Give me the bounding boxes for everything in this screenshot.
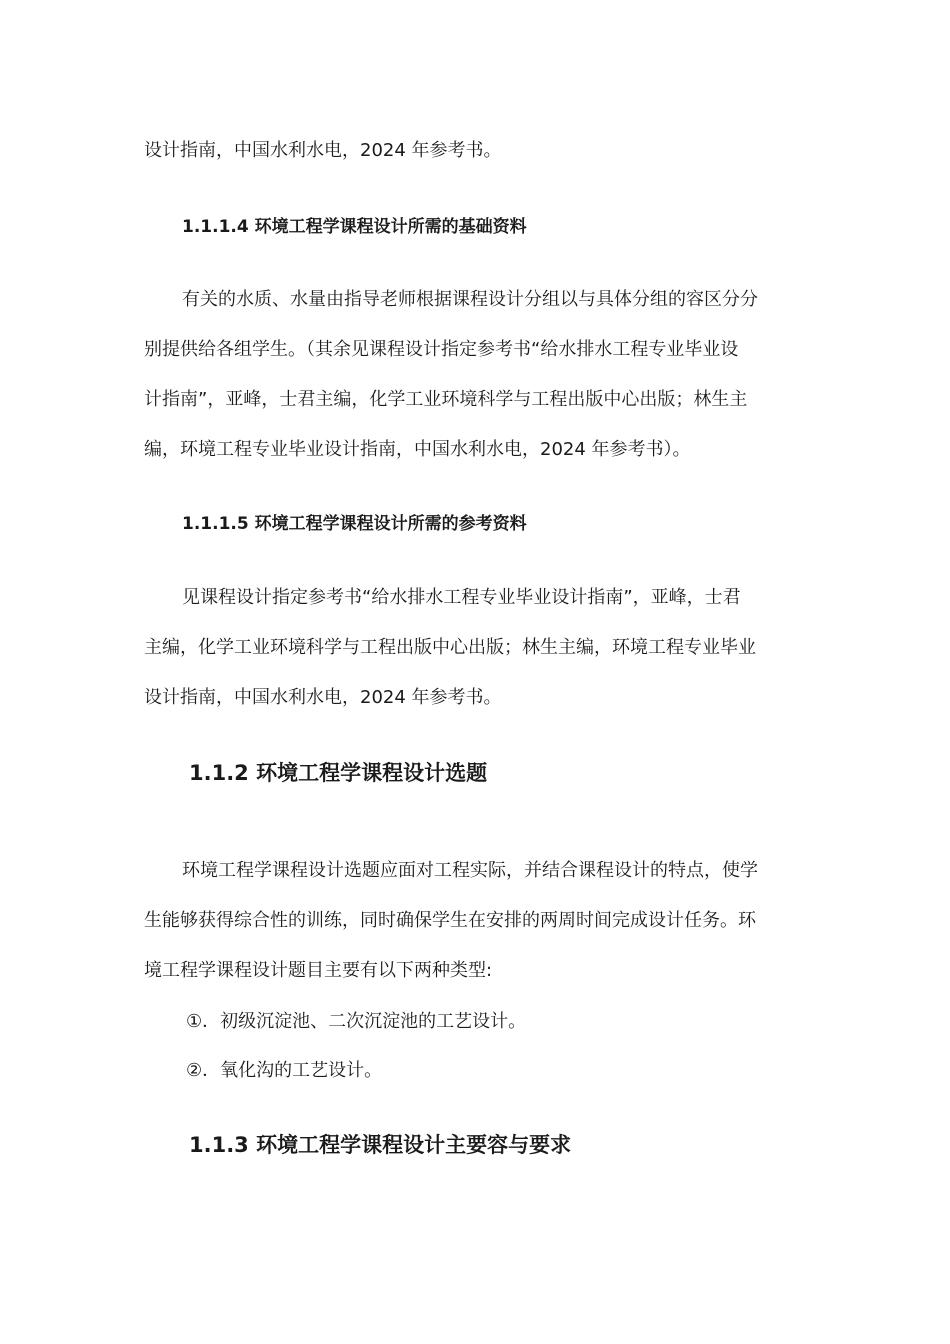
heading-1-1-1-5: 1.1.1.5 环境工程学课程设计所需的参考资料 — [182, 514, 527, 534]
paragraph-line: 设计指南，中国水利水电，2024 年参考书。 — [144, 687, 502, 708]
list-item: ②．氧化沟的工艺设计。 — [186, 1060, 383, 1081]
paragraph-line: 设计指南，中国水利水电，2024 年参考书。 — [144, 140, 502, 161]
reference-paragraph — [144, 573, 808, 723]
paragraph-line: 有关的水质、水量由指导老师根据课程设计分组以与具体分组的容区分分 — [182, 289, 758, 310]
paragraph-line: 环境工程学课程设计选题应面对工程实际，并结合课程设计的特点，使学 — [182, 860, 758, 881]
paragraph-line: 编，环境工程专业毕业设计指南，中国水利水电，2024 年参考书）。 — [144, 439, 691, 460]
topic-selection-paragraph — [144, 846, 808, 996]
paragraph-line: 境工程学课程设计题目主要有以下两种类型: — [144, 960, 493, 981]
list-item: ①．初级沉淀池、二次沉淀池的工艺设计。 — [186, 1011, 527, 1032]
paragraph-line: 主编，化学工业环境科学与工程出版中心出版；林生主编，环境工程专业毕业 — [144, 637, 756, 658]
intro-tail-paragraph — [144, 126, 808, 176]
paragraph-line: 计指南”，亚峰，士君主编，化学工业环境科学与工程出版中心出版；林生主 — [144, 389, 748, 410]
heading-1-1-3: 1.1.3 环境工程学课程设计主要容与要求 — [189, 1133, 572, 1157]
paragraph-line: 见课程设计指定参考书“给水排水工程专业毕业设计指南”，亚峰，士君 — [182, 587, 741, 608]
heading-1-1-1-4: 1.1.1.4 环境工程学课程设计所需的基础资料 — [182, 217, 527, 237]
basic-data-paragraph — [144, 275, 808, 475]
paragraph-line: 生能够获得综合性的训练，同时确保学生在安排的两周时间完成设计任务。环 — [144, 910, 756, 931]
paragraph-line: 别提供给各组学生。（其余见课程设计指定参考书“给水排水工程专业毕业设 — [144, 339, 739, 360]
heading-1-1-2: 1.1.2 环境工程学课程设计选题 — [189, 761, 488, 785]
